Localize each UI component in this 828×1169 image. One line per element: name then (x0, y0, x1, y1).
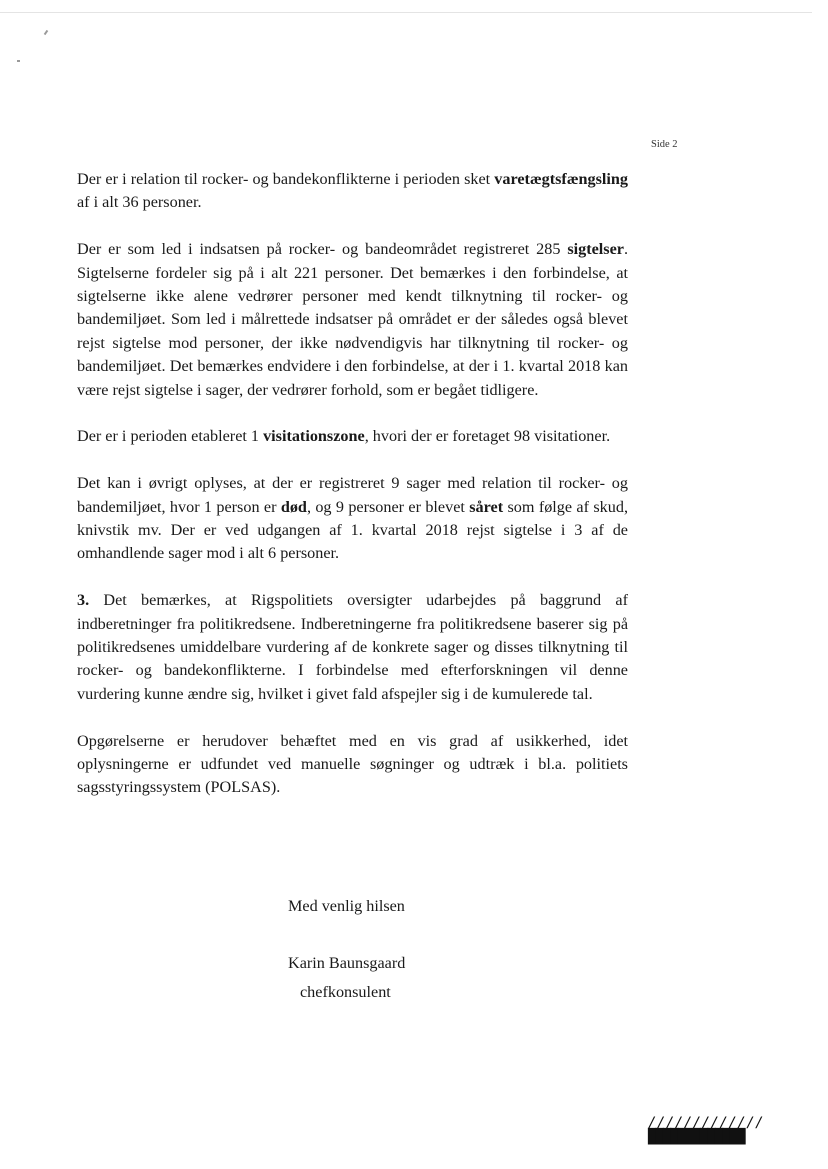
emphasized-term: varetægtsfængsling (494, 170, 628, 188)
signer-title: chefkonsulent (300, 982, 391, 1001)
paragraph-text: Der er i relation til rocker- og bandekonflikterne i perioden sket (77, 170, 495, 188)
emphasized-term: sigtelser (567, 240, 624, 259)
body-paragraph (77, 589, 628, 706)
paragraph-text: Der er i perioden etableret 1 (77, 427, 264, 446)
letter-body (77, 168, 628, 823)
paragraph-text: , og 9 personer er blevet (306, 497, 470, 516)
paragraph-text: af i alt 36 personer. (77, 193, 202, 212)
emphasized-term: død (280, 497, 307, 516)
body-paragraph (77, 168, 628, 215)
document-barcode-mark: ///////////// █████████████ (648, 1115, 765, 1145)
paragraph-text: Opgørelserne er herudover behæftet med en vis grad af usikkerhed, idet oplysningerne er udfundet ved manuelle søgninger og udtræk i bl.a. politiets sagsstyringssystem (POLSAS). (77, 731, 628, 797)
body-paragraph (77, 425, 628, 448)
body-paragraph (77, 472, 628, 566)
scan-speck (17, 60, 20, 62)
paragraph-text: Det bemærkes, at Rigspolitiets oversigter udarbejdes på baggrund af indberetninger fra politikredsene. Indberetningerne fra politikredsene baserer sig på politikredsenes umiddelbare vurdering af de konkrete sager og disses tilknytning til rocker- og bandekonflikterne. I forbindelse med efterforskningen vil denne vurdering kunne ændre sig, hvilket i givet fald afspejler sig i de kumulerede tal. (77, 591, 628, 703)
paragraph-text: . Sigtelserne fordeler sig på i alt 221 personer. Det bemærkes i den forbindelse, at sigtelserne ikke alene vedrører personer med kendt tilknytning til rocker- og bandemiljøet. Som led i målrettede indsatser på området er der således også blevet rejst sigtelse mod personer, der ikke nødvendigvis har tilknytning til rocker- og bandemiljøet. Det bemærkes endvidere i den forbindelse, at der i 1. kvartal 2018 kan være rejst sigtelse i sager, der vedrører forhold, som er begået tidligere. (77, 240, 628, 399)
letter-closing (288, 895, 448, 1004)
signer-name: Karin Baunsgaard (288, 954, 406, 973)
emphasized-term: 3. (77, 591, 90, 610)
paragraph-text: Der er som led i indsatsen på rocker- og bandeområdet registreret 285 (77, 240, 568, 259)
paragraph-text: som følge af skud, knivstik mv. Der er ved udgangen af 1. kvartal 2018 rejst sigtelse i 3 af de omhandlende sager mod i alt 6 personer. (77, 497, 628, 563)
page-number-label: Side 2 (651, 139, 678, 150)
scan-speck (44, 30, 49, 35)
emphasized-term: visitationszone (263, 427, 365, 446)
body-paragraph (77, 730, 628, 800)
emphasized-term: såret (469, 497, 504, 516)
scan-edge-line (0, 12, 812, 13)
paragraph-text: Det kan i øvrigt oplyses, at der er registreret 9 sager med relation til rocker- og bandemiljøet, hvor 1 person er (77, 474, 628, 516)
paragraph-text: , hvori der er foretaget 98 visitationer. (364, 427, 611, 446)
closing-greeting: Med venlig hilsen (288, 897, 405, 915)
body-paragraph (77, 238, 628, 402)
